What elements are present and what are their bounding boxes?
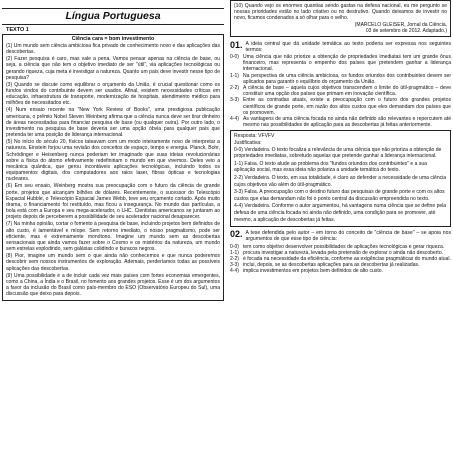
alternative	[230, 97, 451, 116]
justification: 0-0) Verdadeira. O texto focaliza a relevância de uma ciência que não prioriza a obtenção de propriedades imediatas, sobretudo aquelas que pretende ganhar a liderança internacional.	[234, 146, 442, 160]
text-1-continuation-box	[230, 0, 451, 37]
justification: 4-4) Verdadeira. Conforme o autor argumentou, há vantagens numa ciência que se define pela defesa de uma ciência focada no ainda não definido, uma condição para se promover, até mesmo, a aplicação de descobertas já feitas.	[234, 203, 447, 223]
paragraph-8: (8) Pior, imagine um mundo sem o que ainda não conhecemos e que nunca poderemos descobrir sem nossos instrumentos de exploração. Ademais, perderíamos todas as possíveis aplicações das descobertas.	[6, 253, 220, 272]
text-1-box	[2, 34, 224, 301]
alternative-text: procura investigar a natureza, levada pela pretensão de explorar o ainda não descoberto.	[243, 249, 444, 256]
alternative-key: 4-4)	[230, 116, 239, 123]
question-2-stem: A tese defendida pelo autor – em torno do conceito de "ciência de base" – se apoia nos argumentos de que esse tipo de ciência:	[245, 230, 451, 243]
alternative-text: Entre as contradas atuais, existe a preocupação com o futuro dos grandes projetos científicos de grande porte, em razão dos altos custos que eles demandam dos países que os promovem.	[243, 97, 451, 116]
alternative-text: Uma ciência que não priorize a obtenção de propriedades imediatas tem um grande ônus financeiro, mas representa o empenho dos países que pretendem ganhar a liderança internacional.	[243, 54, 451, 73]
alternative-key: 0-0)	[230, 243, 239, 250]
text-1-title: Ciência cara = bom investimento	[71, 36, 155, 42]
alternative-key: 0-0)	[230, 54, 239, 61]
question-2-number: 02.	[230, 229, 243, 240]
question-1-stem: A ideia central que dá unidade temática ao texto poderia ser expressa nos seguintes termos:	[245, 40, 451, 53]
question-2-alternatives	[230, 244, 451, 275]
question-2	[230, 230, 451, 242]
answer-line: Resposta: VFVFV	[234, 133, 275, 140]
question-1-number: 01.	[230, 39, 243, 50]
paragraph-1: (1) Um mundo sem ciência ambiciosa fica privado de conhecimento novo e das aplicações das descobertas.	[6, 43, 220, 56]
paragraph-9: (9) Uma possibilidade é a de incluir cada vez mais países com fortes economias emergentes, como a China, a Índia e o Brasil, no fomento aos grandes projetos. Esse é um dos argumentos a favor da inclusão do Brasil como país-membro do ESO (Observatório Europeu do Sul), uma discussão que deixo para depois.	[6, 272, 220, 298]
alternative	[230, 54, 451, 73]
text-label: TEXTO 1	[6, 27, 29, 33]
subject-title: Língua Portuguesa	[2, 8, 224, 25]
alternative-key: 1-1)	[230, 249, 239, 256]
paragraph-3: (3) Quando se discute como equilibrar o orçamento da União, é crucial questionar como os fundos vindos do contribuinte devem ser usados. Afinal, existem necessidades críticas em educação, infraestrutura de transporte, modernização de hospitais, atendimento médico para milhões de necessitados etc.	[6, 81, 220, 107]
citation-line-1: (MARCELO GLEISER, Jornal da Ciência,	[354, 21, 447, 28]
paragraph-2: (2) Fazer pesquisa é caro, mas vale a pena. Vamos pensar apenas na ciência de base, ou seja, a ciência que não tem o objetivo imediato de ser "útil", via aplicações tecnológicas ou gerando riqueza, cuja meta é investigar a natureza. Quanto um país deve investir nesse tipo de pesquisa?	[6, 56, 220, 81]
alternative	[230, 116, 451, 128]
alternative-text: As vantagens de uma ciência focada no ainda não definido são relevantes e repercutem até mesmo nas possibilidades de aplicação para as descobertas já feitas anteriormente.	[243, 116, 451, 129]
paragraph-10: (10) Quando vejo os enormes quantias sendo gastas na defesa nacional, eu me pergunto se nossas prioridades estão no lado criativo ou no destrutivo. Quando deixamos de investir no novo, ficamos condenados a só olhar para o velho.	[234, 3, 447, 22]
paragraph-6: (6) Em seu ensaio, Weinberg mostra sua preocupação com o futuro da ciência de grande porte, projetos que alcançam bilhões de dólares. Recentemente, o sucessor do Telescópio Espacial Hubble, o Telescópio Espacial James Webb, teve seu orçamento cortado. Após muito drama, o financiamento foi restituído, mas ficou a insegurança. No mundo das partículas, a bola está com a Europa e seu mega-acelerador, o LHC. Cientistas americanos se juntaram ao projeto depois de perceberem a possibilidade de seu acelerador nacional desaparecer.	[6, 183, 220, 221]
paragraph-5: (5) No início do século 20, físicos tateavam com um modo inteiramente novo de interpretar a natureza. Einstein forjou uma revisão dos conceitos de espaço, tempo e energia. Planck, Bohr, Schrödinger e Heisenberg nunca poderiam ter imaginado que suas ideias revolucionárias sobre a física do átomo efetivamente redefiniriam o mundo em que vivemos. Deles veio a mecânica quântica, que gerou incontáveis aplicações tecnológicas, incluindo todos os equipamentos digitais, dos computadores aos raios laser, fibras ópticas e tecnologias nucleares.	[6, 139, 220, 183]
right-column	[230, 0, 451, 277]
alternative-text: Na perspectiva de uma ciência ambiciosa, os fundos oriundos dos contribuintes devem ser aplicados para garantir o equilíbrio do orçamento da União.	[243, 72, 451, 85]
justification: 1-1) Falsa. O texto alude ao problema dos "fundos oriundos dos contribuintes" e a sua aplicação social, mas essa ideia não polariza a unidade temática do texto.	[234, 160, 427, 174]
alternative-text: inclui, depois, se as descobertas aplicações para as descobertas já realizadas.	[243, 262, 420, 269]
alternative-text: tem como objetivo desenvolver possibilidades de aplicações tecnológicas e gerar riqueza.	[243, 243, 445, 250]
justification-label: Justificativa:	[234, 140, 262, 147]
paragraph-4: (4) Num ensaio recente na "New York Review of Books", uma prestigiosa publicação americana, o prêmio Nobel Steven Weinberg afirma que a ciência nunca deve ser tirar dinheiro de áreas necessitadas para financiar pesquisa de base (ou qualquer outra). Por outro lado, o investimento na pesquisa de base deveria ser uma opção óbvia para qualquer país que pretenda ter uma posição de liderança internacional.	[6, 107, 220, 139]
alternative-key: 3-3)	[230, 262, 239, 269]
question-1	[230, 41, 451, 53]
alternative-key: 2-2)	[230, 255, 239, 262]
question-1-alternatives	[230, 54, 451, 128]
alternative-key: 1-1)	[230, 72, 239, 79]
alternative-key: 4-4)	[230, 268, 239, 275]
alternative	[230, 85, 451, 97]
justification: 2-2) Verdadeira. O texto, em sua totalidade, é claro ao defender a necessidade de uma ciência cujos objetivos vão além do útil-pragmático.	[234, 175, 447, 188]
justification: 3-3) Falsa. A preocupação com o destino futuro das pesquisas de grande porte e com os altos custos que elas demandam não foi o ponto central da discussão empreendida no texto.	[234, 189, 445, 202]
alternative-text: A ciência de base – aquela cujos objetivos transcendem o limite do útil-pragmático – deve constituir uma opção dos países que primam em inovação científica.	[243, 85, 451, 98]
alternative-text: é focada na necessidade da eficiência, conforme as exigências pragmáticas do mundo atual.	[243, 255, 451, 262]
alternative-key: 3-3)	[230, 97, 239, 104]
left-column	[2, 0, 224, 301]
citation-line-2: 03 de setembro de 2012. Adaptado.)	[365, 27, 447, 34]
alternative	[230, 268, 451, 274]
alternative	[230, 73, 451, 85]
answer-box	[230, 130, 451, 227]
alternative-text: implica investimentos em projetos bem definidos de alto custo.	[243, 268, 383, 275]
paragraph-7: (7) Na minha opinião, cortar o fomento à pesquisa de base, incluindo projetos bem definidos de alto custo, é lamentável e míope. Sem retorno imediato, o nosso pragmatismo, pode ser eficiente, mas é extremamente monótono. Imagine um mundo sem as descobertas sensacionais que ainda vamos fazer sobre o Cosmo e os mistérios da natureza, um mundo sem estrelas explodindo, sem galáxias colidindo e buracos negros.	[6, 221, 220, 253]
alternative-key: 2-2)	[230, 85, 239, 92]
